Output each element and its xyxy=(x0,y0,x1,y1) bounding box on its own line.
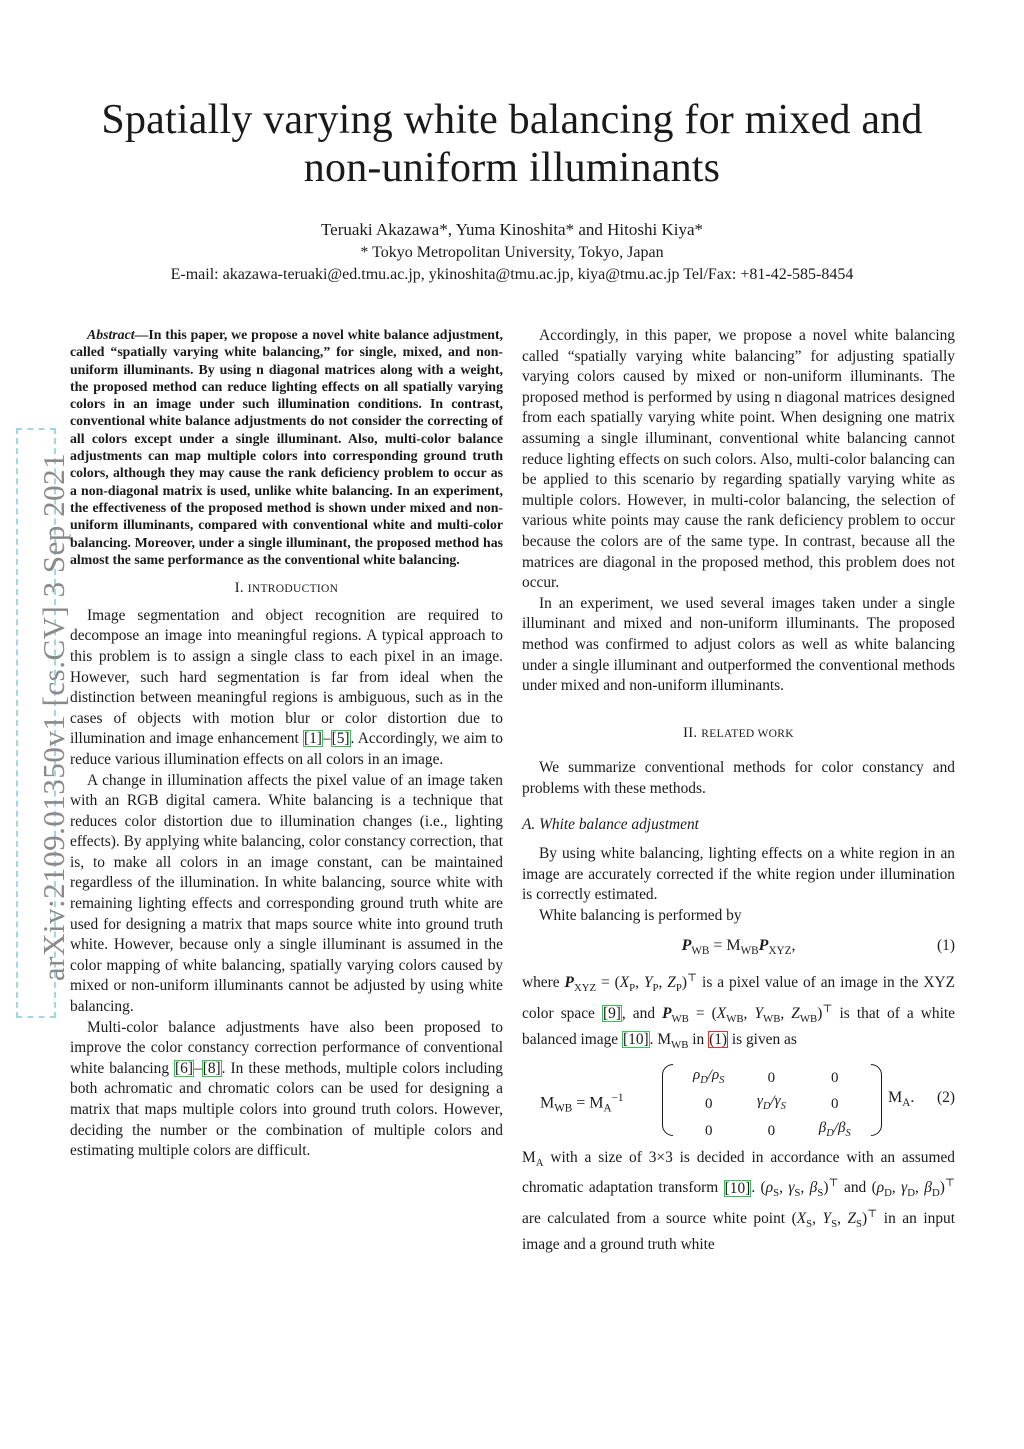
equation-2-rhs: $M_A$. xyxy=(888,1088,915,1109)
section-heading-introduction: I. INTRODUCTION xyxy=(234,580,339,597)
abstract-text: —In this paper, we propose a novel white balance adjustment, called “spatially varying white balancing,” for single, mixed, and non-uniform illuminants. By using n diagonal matrices along with a weight, the proposed method can reduce lighting effects on all spatially varying colors in an image under such illumination conditions. In contrast, conventional white balance adjustments do not consider the correcting of all colors except under a single illuminant. Also, multi-color balance adjustments can map multiple colors into corresponding ground truth colors, although they may cause the rank deficiency problem to occur as a non-diagonal matrix is used, unlike white balancing. In an experiment, the effectiveness of the proposed method is shown under mixed and non-uniform illuminants, compared with conventional white and multi-color balancing. Moreover, under a single illuminant, the proposed method has almost the same performance as the conventional white balancing. xyxy=(70,327,503,567)
equation-1 xyxy=(522,930,955,964)
paper-title: Spatially varying white balancing for mixed and non-uniform illuminants xyxy=(101,97,923,191)
right-paragraph-2: In an experiment, we used several images taken under a single illuminant and mixed and non-uniform illuminants. The proposed method was confirmed to adjust colors as well as white balancing under a single illuminant and outperformed the conventional methods under mixed and non-uniform illuminants. xyxy=(522,594,955,695)
equation-1-body: $P_{WB} = M_{WB}P_{XYZ}$, xyxy=(681,937,796,958)
left-column xyxy=(70,326,503,1162)
wb-paragraph-1: By using white balancing, lighting effects on a white region in an image are accurately corrected if the white region under illumination is correctly estimated. xyxy=(522,845,955,904)
citation-link[interactable]: [6] xyxy=(175,1059,193,1077)
author-names: Teruaki Akazawa*, Yuma Kinoshita* and Hitoshi Kiya* xyxy=(320,220,703,239)
contact-info: E-mail: akazawa-teruaki@ed.tmu.ac.jp, ykinoshita@tmu.ac.jp, kiya@tmu.ac.jp Tel/Fax: +81-42-585-8454 xyxy=(170,266,854,283)
citation-link[interactable]: [8] xyxy=(202,1059,221,1077)
citation-link[interactable]: [1] xyxy=(303,730,322,748)
section-heading-related-work: II. RELATED WORK xyxy=(683,724,794,741)
diagonal-matrix: $\rho_D/\rho_S$ 0 0 0 $\gamma_D/\gamma_S$ 0 0 0 $\beta_D/\beta_S$ xyxy=(662,1064,882,1134)
wb-paragraph-3: where $P_{XYZ} = (X_P$, $Y_P$, $Z_P)^⊤$ is a pixel value of an image in the XYZ color space [9], and $P_{WB} = (X_{WB}$, $Y_{WB}$, $Z_{WB})^⊤$ is that of a white balanced image [10]. $M_{WB}$ in (1) is given as xyxy=(522,972,955,1052)
wb-paragraph-2: White balancing is performed by xyxy=(539,906,742,924)
arxiv-identifier: arXiv:2109.01350v1 [cs.CV] 3 Sep 2021 xyxy=(36,452,71,982)
intro-paragraph-3: Multi-color balance adjustments have also been proposed to improve the color constancy correction performance of conventional white balancing [6]–[8]. In these methods, multiple colors including both achromatic and chromatic colors can be used for designing a matrix that maps multiple colors into ground truth colors. However, deciding the number or the combination of multiple colors and estimating multiple colors are difficult. xyxy=(70,1018,503,1160)
equation-2-lhs: $M_{WB} = M_A^{-1}$ xyxy=(540,1091,624,1115)
wb-paragraph-4: $M_A$ with a size of 3×3 is decided in accordance with an assumed chromatic adaptation transform [10]. ($\rho_S$, $\gamma_S$, $\beta_S)^⊤$ and ($\rho_D$, $\gamma_D$, $\beta_D)^⊤$ are calculated from a source white point ($X_S$, $Y_S$, $Z_S)^⊤$ in an input image and a ground truth white xyxy=(522,1148,955,1253)
citation-link[interactable]: [5] xyxy=(331,730,350,748)
equation-link[interactable]: (1) xyxy=(709,1031,728,1049)
abstract-label: Abstract xyxy=(87,327,135,342)
affiliation: * Tokyo Metropolitan University, Tokyo, Japan xyxy=(360,244,664,261)
citation-link[interactable]: [10] xyxy=(623,1031,649,1049)
related-paragraph: We summarize conventional methods for color constancy and problems with these methods. xyxy=(522,759,955,797)
abstract xyxy=(70,326,503,568)
citation-link[interactable]: [10] xyxy=(724,1179,751,1197)
author-block xyxy=(60,218,964,286)
right-paragraph-1: Accordingly, in this paper, we propose a novel white balancing called “spatially varying white balancing” for adjusting spatially varying colors caused by mixed or non-uniform illuminants. The proposed method is performed by using n diagonal matrices designed from each spatially varying white point. When designing one matrix assuming a single illuminant, conventional white balancing cannot reduce lighting effects on such colors. Also, multi-color balancing can be applied to this scenario by regarding spatially varying white as multiple colors. However, in multi-color balancing, the selection of various white points may cause the rank deficiency problem to occur because the colors are of the same type. In contrast, because all the matrices are diagonal in the proposed method, this problem does not occur. xyxy=(522,327,955,592)
equation-1-number: (1) xyxy=(937,937,955,955)
intro-paragraph-1: Image segmentation and object recognition are required to decompose an image into meaningful regions. A typical approach to this problem is to assign a single class to each pixel in an image. However, such hard segmentation is far from ideal when the distinction between meaningful regions is ambiguous, such as in the cases of objects with motion blur or color distortion due to illumination and image enhancement [1]–[5]. Accordingly, we aim to reduce various illumination effects on all colors in an image. xyxy=(70,606,503,768)
citation-link[interactable]: [9] xyxy=(602,1005,621,1023)
equation-2-number: (2) xyxy=(937,1088,955,1106)
equation-2 xyxy=(522,1062,955,1140)
subsection-heading-white-balance: A. White balance adjustment xyxy=(522,816,699,834)
intro-paragraph-2: A change in illumination affects the pixel value of an image taken with an RGB digital camera. White balancing is a technique that reduces color distortion due to illumination changes (i.e., lighting effects). By applying white balancing, color constancy correction, that is, to make all colors in an image constant, can be maintained regardless of the illumination. In white balancing, source white with remaining lighting effects and corresponding ground truth white are used for designing a matrix that maps source white into ground truth white. However, because only a single illuminant is assumed in the color mapping of white balancing, spatially varying colors caused by mixed or non-uniform illuminants cannot be adjusted by using white balancing. xyxy=(70,771,503,1016)
right-column xyxy=(522,326,955,1256)
